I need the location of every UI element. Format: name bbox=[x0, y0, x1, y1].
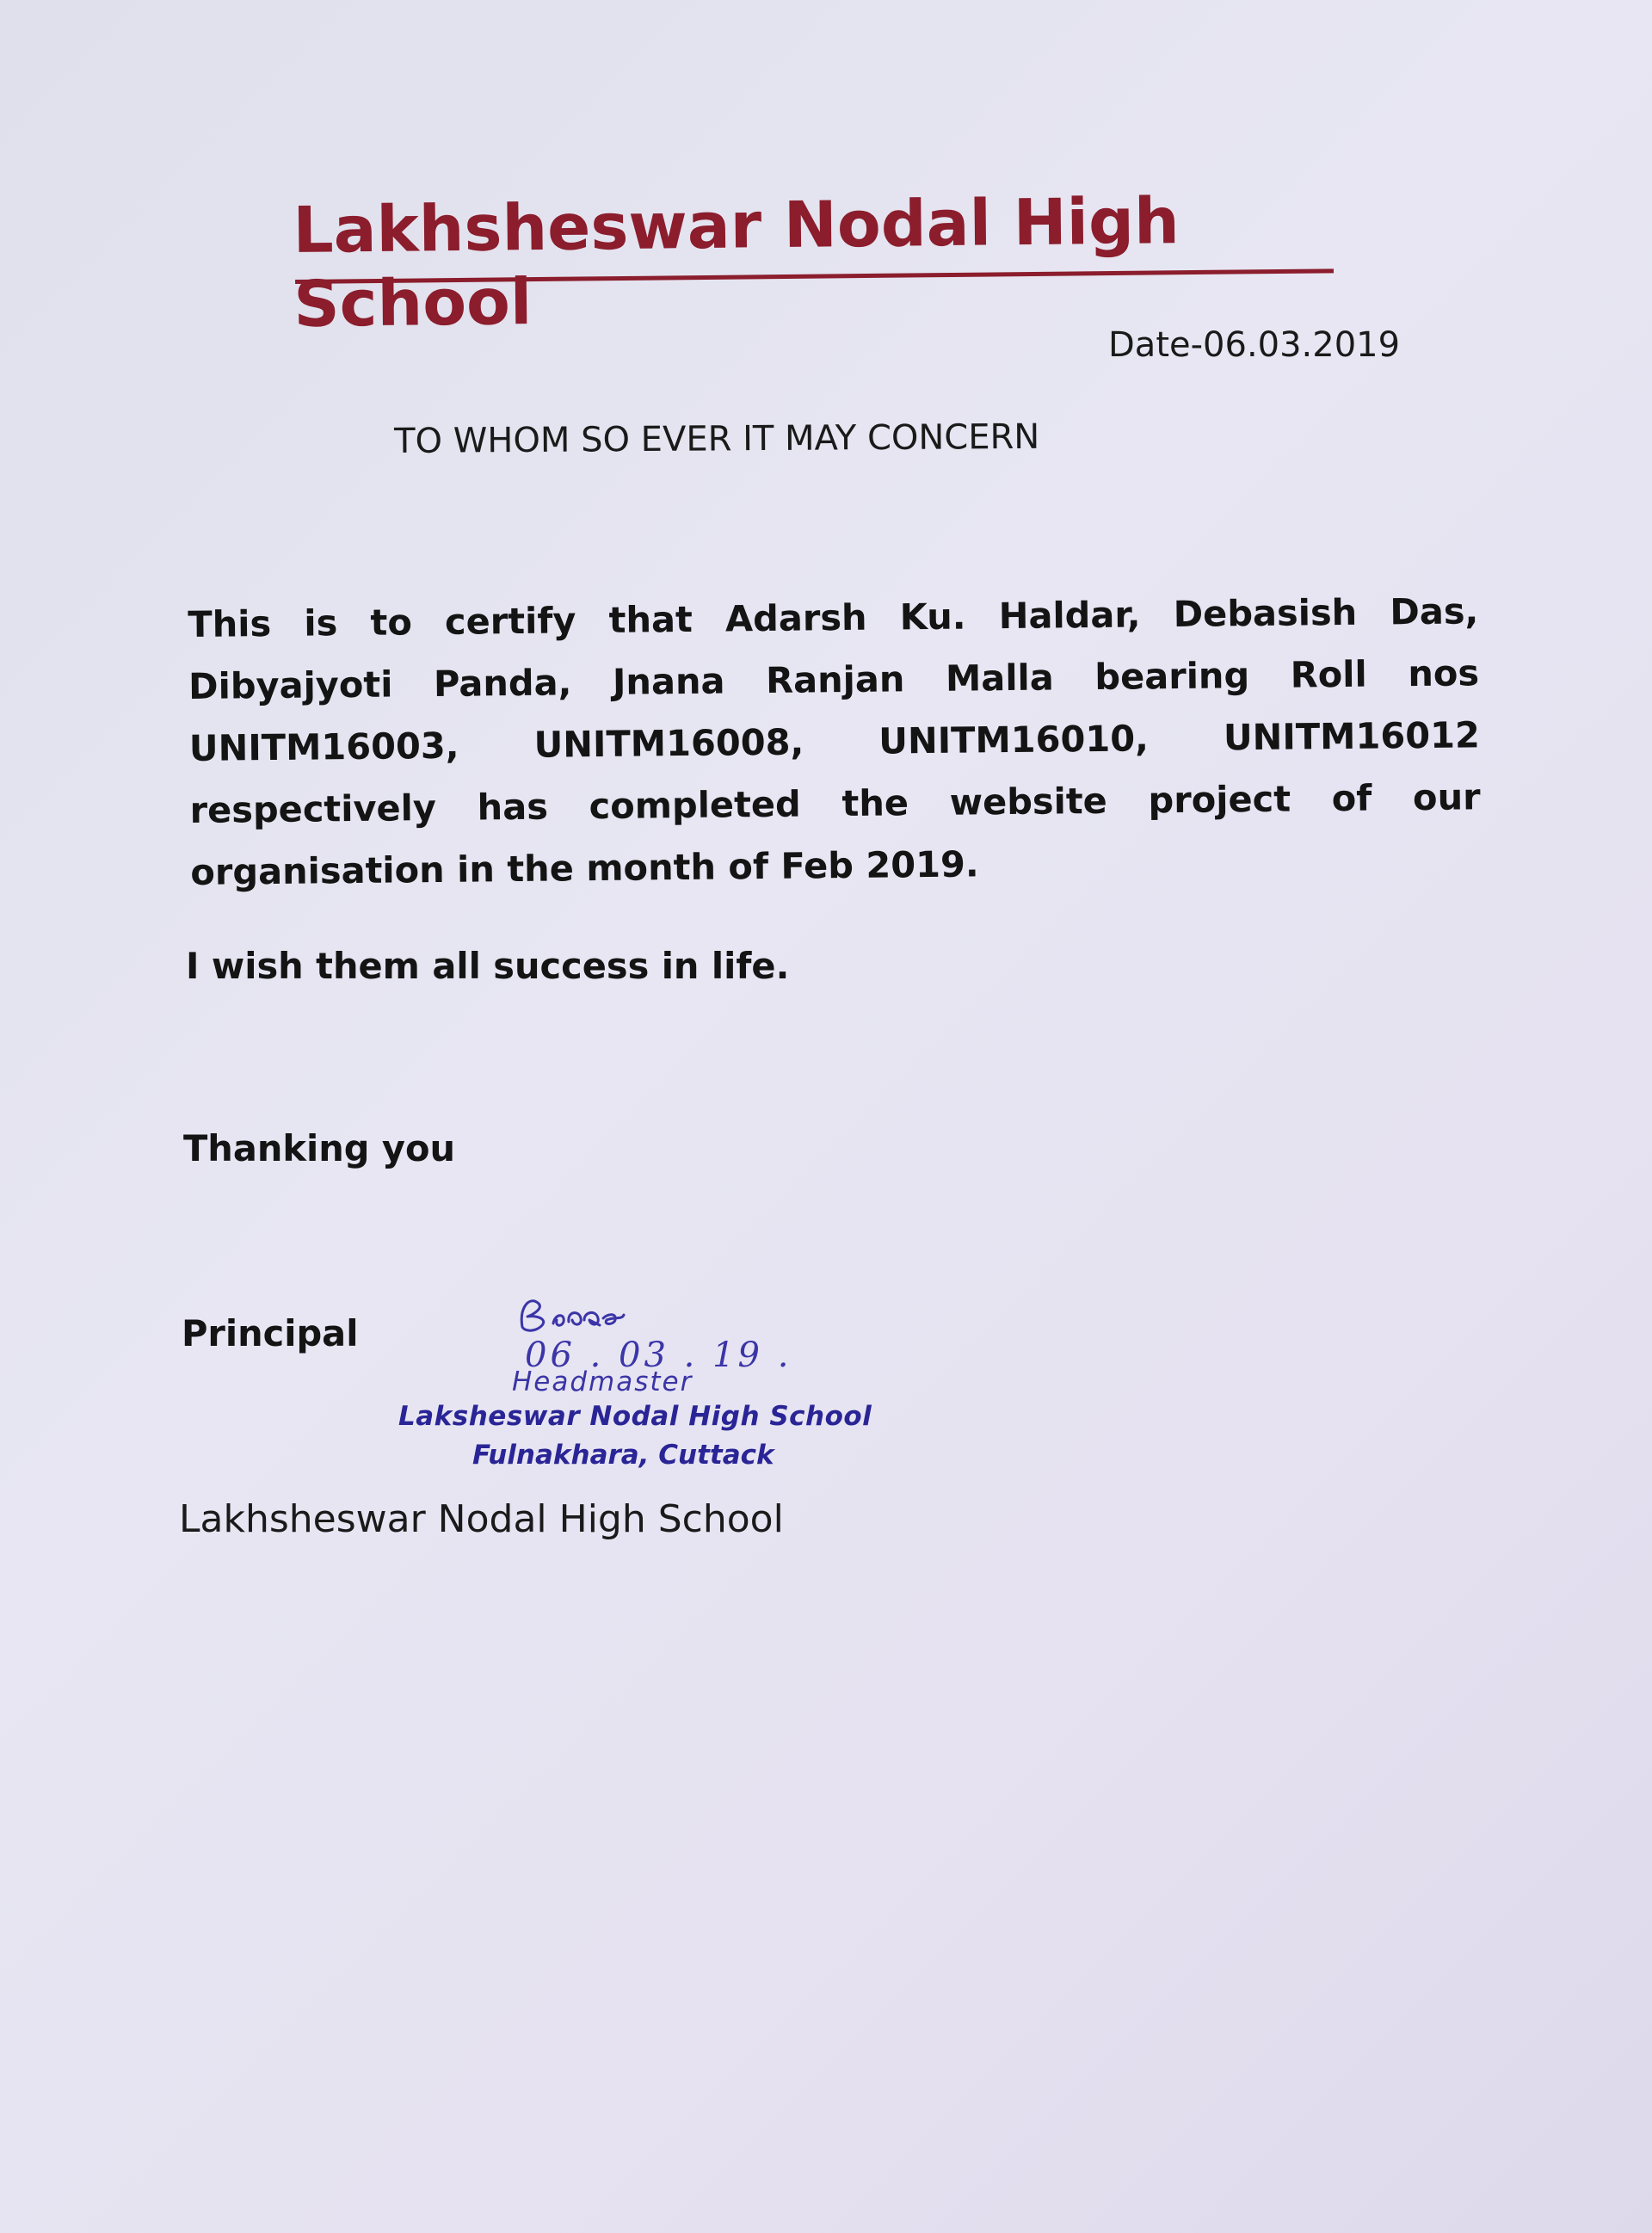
stamp-school: Laksheswar Nodal High School bbox=[398, 1401, 872, 1432]
signatory-title: Principal bbox=[182, 1312, 359, 1354]
headmaster-stamp bbox=[391, 1291, 873, 1480]
letterhead-school-name: Lakhsheswar Nodal High School bbox=[293, 184, 1180, 342]
closing-line: Thanking you bbox=[183, 1127, 456, 1169]
stamp-place: Fulnakhara, Cuttack bbox=[472, 1440, 774, 1471]
handwritten-signature bbox=[512, 1291, 684, 1342]
signatory-school: Lakhsheswar Nodal High School bbox=[179, 1497, 784, 1541]
letter-date: Date-06.03.2019 bbox=[1108, 325, 1401, 365]
stamp-designation: Headmaster bbox=[512, 1366, 693, 1397]
signature-date: 06 . 03 . 19 . bbox=[525, 1335, 792, 1375]
letterhead bbox=[293, 182, 1344, 342]
wish-line: I wish them all success in life. bbox=[186, 945, 790, 987]
certificate-body: This is to certify that Adarsh Ku. Haldar, Debasish Das, Dibyajyoti Panda, Jnana Ranjan Malla bearing Roll nos UNITM16003, UNITM16008, UNITM16010, UNITM16012 respectively has completed the website project of our organisation in the month of Feb 2019. bbox=[188, 589, 1481, 893]
salutation: TO WHOM SO EVER IT MAY CONCERN bbox=[394, 416, 1040, 461]
